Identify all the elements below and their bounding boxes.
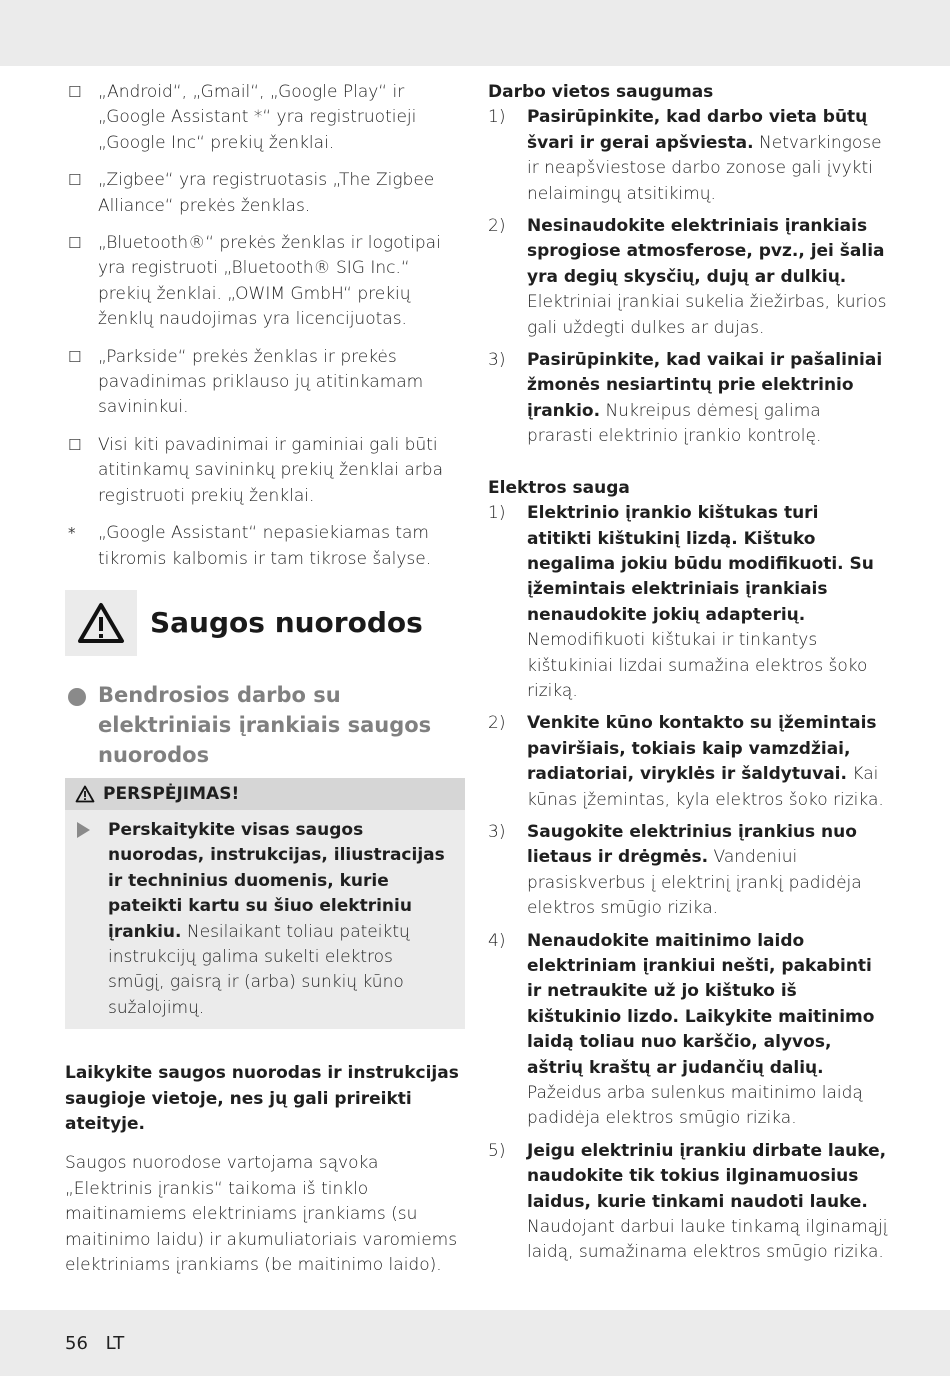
warning-body: Perskaitykite visas saugos nuorodas, instrukcijas, iliustracijas ir techninius duomenis, kurie pateikti kartu su šiuo elektriniu įrankiu. Nesilaikant toliau pateiktų instrukcijų galima sukelti elektros smūgį, gaisrą ir (arba) sunkių kūno sužalojimų. bbox=[65, 810, 465, 1029]
item-text: Kai kūnas įžemintas, kyla elektros šoko rizika. bbox=[527, 764, 884, 810]
item-number: 2) bbox=[488, 713, 506, 734]
list-item-text: „Google Assistant“ nepasiekiamas tam tikromis kalbomis ir tam tikrose šalyse. bbox=[98, 523, 432, 569]
item-number: 2) bbox=[488, 216, 506, 237]
item-text: Nukreipus dėmesį galima prarasti elektrinio įrankio kontrolę. bbox=[527, 400, 822, 447]
page-number: 56 bbox=[65, 1333, 88, 1354]
list-item bbox=[65, 168, 465, 219]
arrow-right-icon bbox=[77, 822, 90, 838]
list-item bbox=[65, 80, 465, 156]
checkbox-icon: ☐ bbox=[68, 171, 82, 190]
header-band bbox=[0, 0, 950, 66]
numbered-item bbox=[488, 501, 888, 704]
item-bold-text: Elektrinio įrankio kištukas turi atitikti kištukinį lizdą. Kištuko negalima jokiu būdu modifikuoti. Su įžemintais elektriniais įrankiais nenaudokite jokių adapterių. bbox=[527, 503, 874, 625]
list-item-text: „Parkside“ prekės ženklas ir prekės pavadinimas priklauso jų atitinkamam savininkui. bbox=[98, 346, 424, 418]
item-text: Naudojant darbui lauke tinkamą ilginamąjį laidą, sumažinama elektros smūgio rizika. bbox=[527, 1217, 888, 1263]
section-title: Elektros sauga bbox=[488, 477, 630, 498]
checkbox-icon: ☐ bbox=[68, 347, 82, 366]
left-column bbox=[65, 80, 465, 1278]
page-footer bbox=[65, 1333, 136, 1354]
numbered-item bbox=[488, 820, 888, 922]
definition-paragraph: Saugos nuorodose vartojama sąvoka „Elektrinis įrankis“ taikoma iš tinklo maitinamiems elektriniams įrankiams (su maitinimo laidu) ir akumuliatoriais varomiems elektriniams įrankiams (be maitinimo laido). bbox=[65, 1153, 458, 1275]
keep-instructions-note: Laikykite saugos nuorodas ir instrukcijas saugioje vietoje, nes jų gali prireikti ateityje. bbox=[65, 1063, 459, 1134]
numbered-item bbox=[488, 711, 888, 813]
item-number: 4) bbox=[488, 930, 506, 951]
warning-label: PERSPĖJIMAS! bbox=[103, 783, 240, 804]
item-text: Nemodifikuoti kištukai ir tinkantys kištukiniai lizdai sumažina elektros šoko riziką. bbox=[527, 630, 868, 701]
item-number: 1) bbox=[488, 107, 506, 128]
language-code: LT bbox=[105, 1333, 125, 1354]
numbered-item bbox=[488, 105, 888, 207]
item-text: Elektriniai įrankiai sukelia žiežirbas, kurios gali uždegti dulkes ar dujas. bbox=[527, 292, 887, 338]
item-text: Pažeidus arba sulenkus maitinimo laidą padidėja elektros smūgio rizika. bbox=[527, 1083, 863, 1129]
trademark-list bbox=[65, 80, 465, 572]
item-bold-text: Nenaudokite maitinimo laido elektriniam įrankiui nešti, pakabinti ir netraukite už jo kištuko iš kištukinio lizdo. Laikykite maitinimo laidą toliau nuo karščio, alyvos, aštrių kraštų ar judančių dalių. bbox=[527, 930, 875, 1078]
item-bold-text: Nesinaudokite elektriniais įrankiais sprogiose atmosferose, pvz., jei šalia yra degių skysčių, dujų ar dulkių. bbox=[527, 216, 885, 287]
subsection-heading: Bendrosios darbo su elektriniais įrankiais saugos nuorodos bbox=[65, 680, 465, 770]
numbered-item bbox=[488, 1139, 888, 1266]
warning-triangle-icon bbox=[65, 590, 137, 656]
list-item-text: „Zigbee“ yra registruotasis „The Zigbee Alliance“ prekės ženklas. bbox=[98, 170, 435, 216]
list-item-text: „Android“, „Gmail“, „Google Play“ ir „Google Assistant *“ yra registruotieji „Google Inc“ prekių ženklai. bbox=[98, 82, 417, 153]
list-item-text: Visi kiti pavadinimai ir gaminiai gali būti atitinkamų savininkų prekių ženklai arba registruoti prekių ženklai. bbox=[98, 434, 443, 506]
list-item-text: „Bluetooth®“ prekės ženklas ir logotipai yra registruoti „Bluetooth® SIG Inc.“ prekių ženklai. „OWIM GmbH“ prekių ženklų naudojimas yra licencijuotas. bbox=[98, 233, 441, 330]
item-bold-text: Saugokite elektrinius įrankius nuo lietaus ir drėgmės. bbox=[527, 821, 857, 868]
warning-header bbox=[65, 778, 465, 810]
safety-section bbox=[488, 476, 888, 1266]
list-item bbox=[65, 231, 465, 333]
list-item bbox=[65, 345, 465, 421]
section-title: Darbo vietos saugumas bbox=[488, 82, 714, 102]
item-text: Netvarkingose ir neapšviestose darbo zonose gali įvykti nelaimingų atsitikimų. bbox=[527, 132, 882, 204]
asterisk-marker: * bbox=[68, 524, 76, 543]
item-text: Vandeniui prasiskverbus į elektrinį įrankį padidėja elektros smūgio rizika. bbox=[527, 847, 862, 919]
list-item bbox=[65, 521, 465, 572]
warning-box bbox=[65, 778, 465, 1029]
section-heading bbox=[65, 590, 465, 656]
checkbox-icon: ☐ bbox=[68, 234, 82, 253]
item-number: 5) bbox=[488, 1140, 506, 1161]
page-title: Saugos nuorodos bbox=[150, 606, 423, 640]
right-column bbox=[488, 80, 888, 1273]
item-bold-text: Venkite kūno kontakto su įžemintais paviršiais, tokiais kaip vamzdžiai, radiatoriai, viryklės ir šaldytuvai. bbox=[527, 713, 877, 785]
warning-small-icon bbox=[75, 785, 95, 803]
checkbox-icon: ☐ bbox=[68, 83, 82, 101]
item-number: 1) bbox=[488, 503, 506, 524]
safety-section bbox=[488, 80, 888, 450]
item-number: 3) bbox=[488, 350, 506, 371]
list-item bbox=[65, 433, 465, 509]
checkbox-icon: ☐ bbox=[68, 435, 82, 454]
item-number: 3) bbox=[488, 821, 506, 842]
footer-band bbox=[0, 1310, 950, 1376]
numbered-item bbox=[488, 929, 888, 1132]
numbered-item bbox=[488, 348, 888, 450]
item-bold-text: Pasirūpinkite, kad darbo vieta būtų švari ir gerai apšviesta. bbox=[527, 107, 868, 153]
bullet-dot-icon bbox=[68, 688, 86, 706]
numbered-item bbox=[488, 214, 888, 341]
item-bold-text: Jeigu elektriniu įrankiu dirbate lauke, naudokite tik tokius ilginamuosius laidus, kurie tinkami naudoti lauke. bbox=[527, 1140, 887, 1212]
safety-sections bbox=[488, 80, 888, 1266]
item-bold-text: Pasirūpinkite, kad vaikai ir pašaliniai žmonės nesiartintų prie elektrinio įrankio. bbox=[527, 350, 883, 421]
